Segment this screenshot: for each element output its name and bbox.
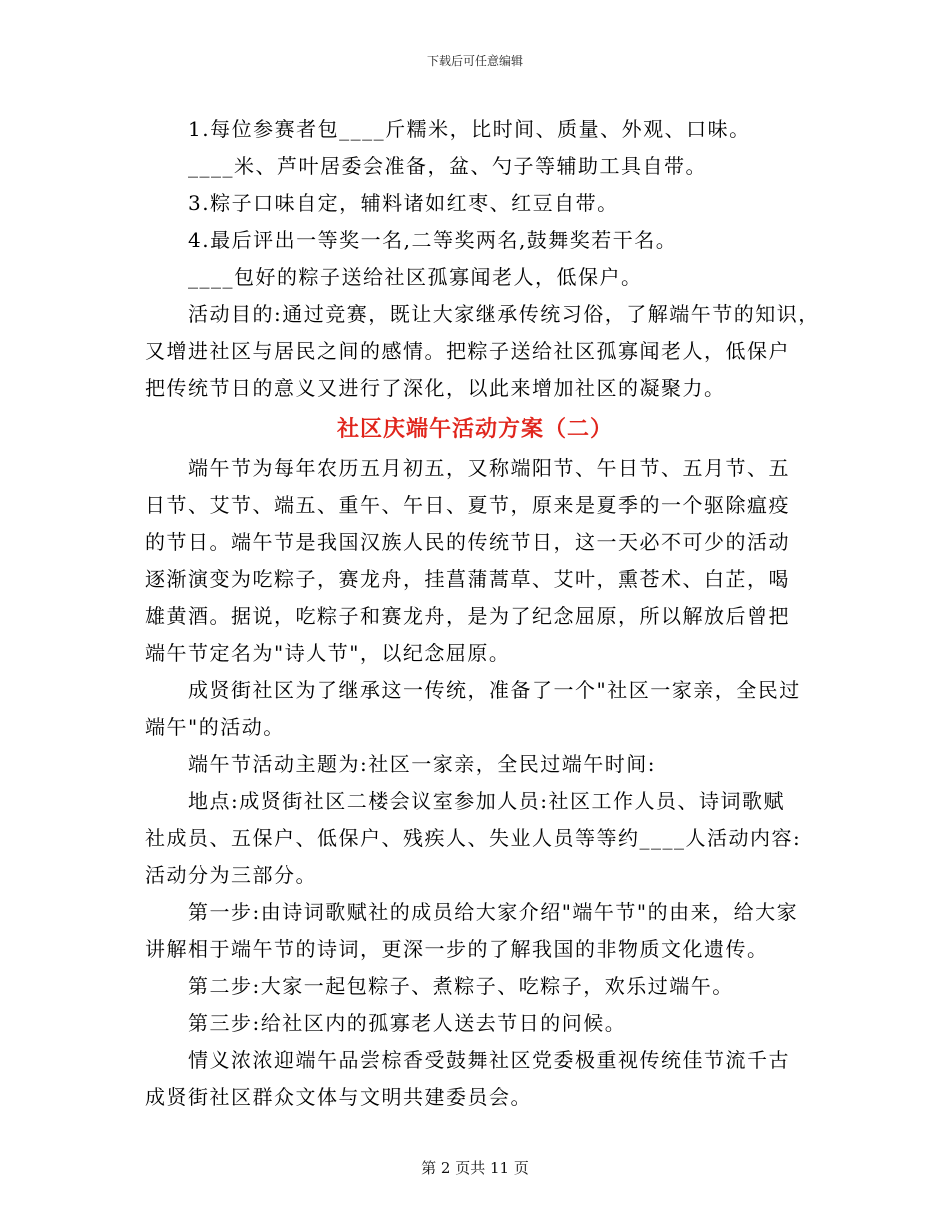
- text-line: 雄黄酒。据说，吃粽子和赛龙舟，是为了纪念屈原，所以解放后曾把: [145, 604, 790, 628]
- text-line: 端午节定名为"诗人节"，以纪念屈原。: [145, 641, 511, 665]
- text-line: 活动分为三部分。: [145, 863, 317, 887]
- text-line: 4.最后评出一等奖一名,二等奖两名,鼓舞奖若干名。: [188, 228, 678, 252]
- text-line: 成贤街社区群众文体与文明共建委员会。: [145, 1085, 532, 1109]
- text-line: 成贤街社区为了继承这一传统，准备了一个"社区一家亲，全民过: [188, 678, 801, 702]
- text-line: 社成员、五保户、低保户、残疾人、失业人员等等约____人活动内容:: [145, 826, 802, 850]
- text-line: ____包好的粽子送给社区孤寡闻老人，低保户。: [188, 265, 643, 289]
- text-line: 第一步:由诗词歌赋社的成员给大家介绍"端午节"的由来，给大家: [188, 900, 799, 924]
- text-line: 讲解相于端午节的诗词，更深一步的了解我国的非物质文化遗传。: [145, 937, 769, 961]
- page-footer: 第 2 页共 11 页: [421, 1159, 529, 1177]
- text-line: 活动目的:通过竞赛，既让大家继承传统习俗，了解端午节的知识，: [188, 302, 820, 326]
- text-line: 的节日。端午节是我国汉族人民的传统节日，这一天必不可少的活动: [145, 530, 790, 554]
- section-title: 社区庆端午活动方案（二）: [336, 416, 613, 442]
- text-line: 逐渐演变为吃粽子，赛龙舟，挂菖蒲蒿草、艾叶，熏苍术、白芷，喝: [145, 567, 790, 591]
- text-line: ____米、芦叶居委会准备，盆、勺子等辅助工具自带。: [188, 154, 707, 178]
- text-line: 情义浓浓迎端午品尝棕香受鼓舞社区党委极重视传统佳节流千古: [188, 1048, 790, 1072]
- text-line: 把传统节日的意义又进行了深化，以此来增加社区的凝聚力。: [145, 376, 726, 400]
- page-header: 下载后可任意编辑: [426, 54, 523, 68]
- text-line: 端午"的活动。: [145, 715, 285, 739]
- text-line: 端午节为每年农历五月初五，又称端阳节、午日节、五月节、五: [188, 456, 790, 480]
- text-line: 3.粽子口味自定，辅料诸如红枣、红豆自带。: [188, 191, 619, 215]
- text-line: 日节、艾节、端五、重午、午日、夏节，原来是夏季的一个驱除瘟疫: [145, 493, 790, 517]
- text-line: 第三步:给社区内的孤寡老人送去节日的问候。: [188, 1011, 627, 1035]
- text-line: 端午节活动主题为:社区一家亲，全民过端午时间:: [188, 752, 656, 776]
- text-line: 1.每位参赛者包____斤糯米，比时间、质量、外观、口味。: [188, 117, 751, 141]
- text-line: 第二步:大家一起包粽子、煮粽子、吃粽子，欢乐过端午。: [188, 974, 734, 998]
- text-line: 地点:成贤街社区二楼会议室参加人员:社区工作人员、诗词歌赋: [188, 789, 785, 813]
- text-line: 又增进社区与居民之间的感情。把粽子送给社区孤寡闻老人，低保户: [145, 339, 790, 363]
